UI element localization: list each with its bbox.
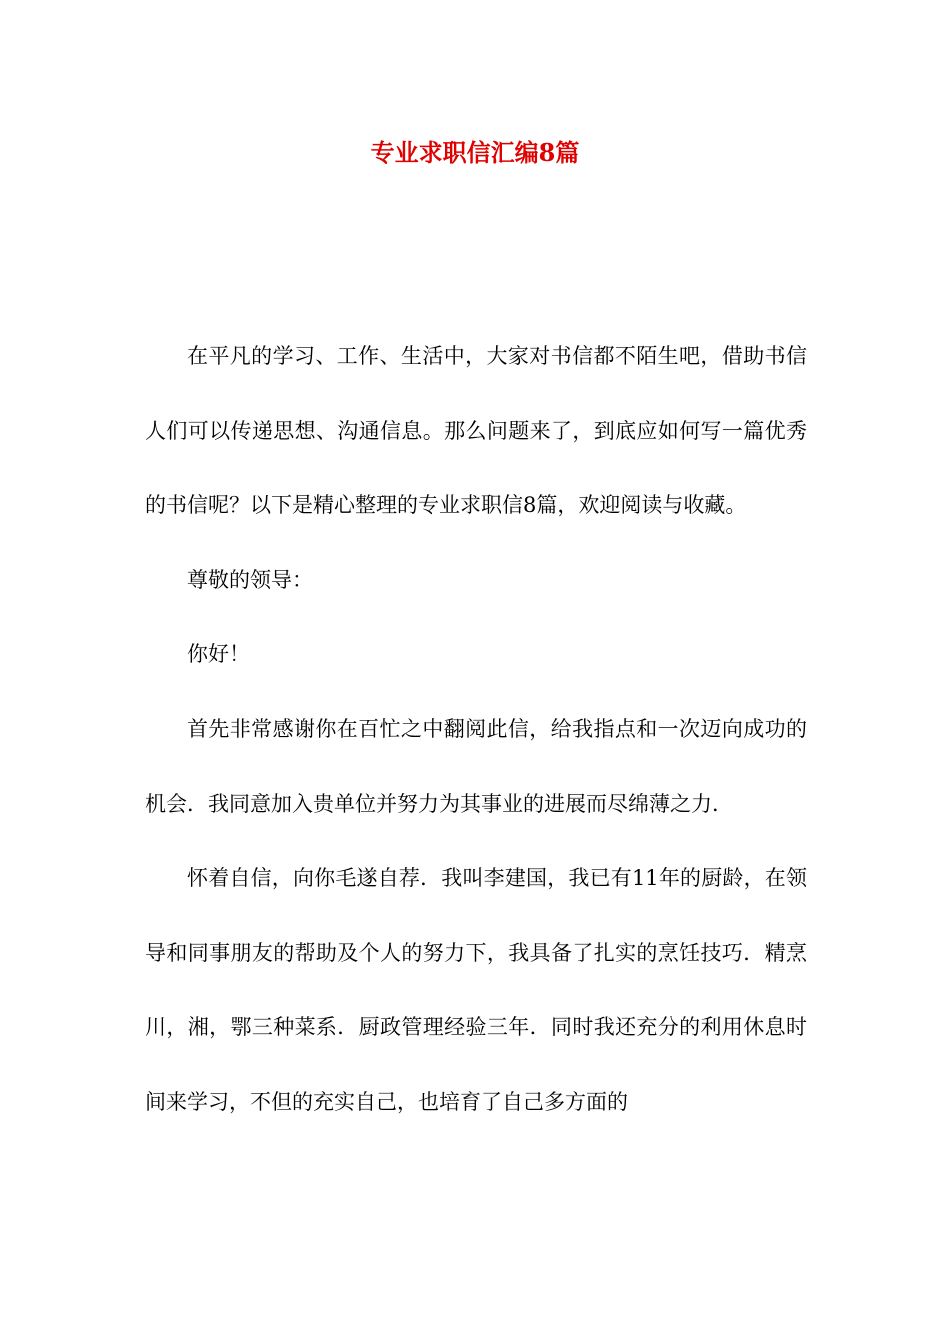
greeting: 你好！ [187,642,250,667]
document-title: 专业求职信汇编8篇 [370,138,580,167]
body-paragraph: 怀着自信，向你毛遂自荐．我叫李建国，我已有11年的厨龄，在领导和同事朋友的帮助及个人的努力下，我具备了扎实的烹饪技巧．精烹川，湘，鄂三种菜系．厨政管理经验三年．同时我还充分的利用休息时间来学习，不但的充实自己，也培育了自己多方面的 [145,866,807,1114]
salutation: 尊敬的领导： [187,567,313,592]
body-paragraph: 首先非常感谢你在百忙之中翻阅此信，给我指点和一次迈向成功的机会．我同意加入贵单位并努力为其事业的进展而尽绵薄之力． [145,716,807,816]
intro-paragraph: 在平凡的学习、工作、生活中，大家对书信都不陌生吧，借助书信人们可以传递思想、沟通信息。那么问题来了，到底应如何写一篇优秀的书信呢？以下是精心整理的专业求职信8篇，欢迎阅读与收藏。 [145,344,807,518]
document-body [145,319,807,1140]
